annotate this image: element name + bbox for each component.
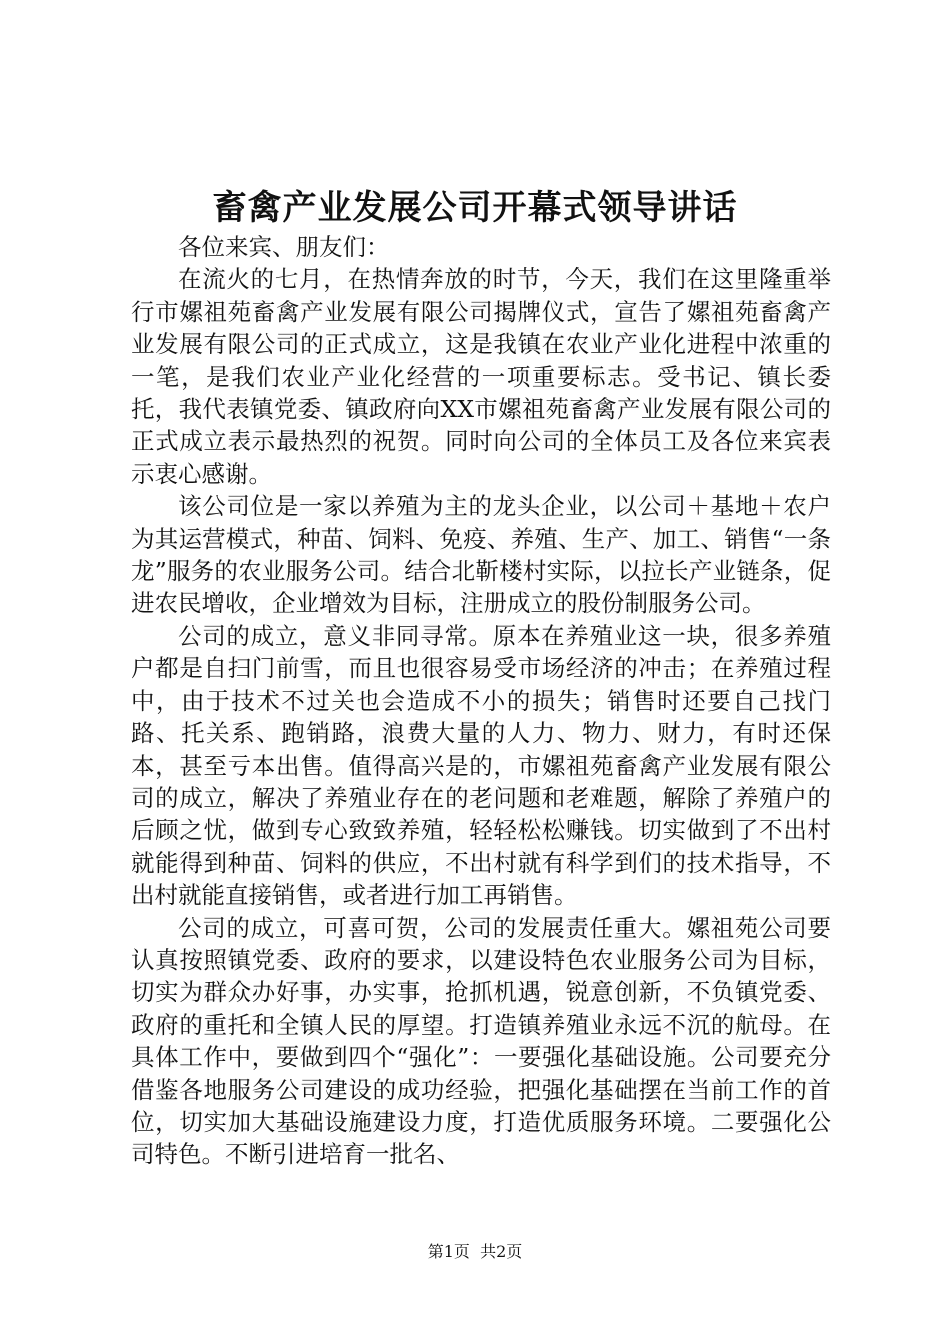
page-number-current: 第1页 — [427, 1242, 470, 1261]
footer-separator — [470, 1242, 480, 1261]
paragraph-1: 在流火的七月，在热情奔放的时节，今天，我们在这里隆重举行市嫘祖苑畜禽产业发展有限公司揭牌仪式，宣告了嫘祖苑畜禽产业发展有限公司的正式成立，这是我镇在农业产业化进程中浓重的一笔，是我们农业产业化经营的一项重要标志。受书记、镇长委托，我代表镇党委、镇政府向XX市嫘祖苑畜禽产业发展有限公司的正式成立表示最热烈的祝贺。同时向公司的全体员工及各位来宾表示衷心感谢。 — [131, 265, 831, 488]
document-body — [131, 231, 831, 1171]
page-footer — [0, 1241, 950, 1263]
greeting: 各位来宾、朋友们： — [178, 233, 390, 261]
paragraph-3: 公司的成立，意义非同寻常。原本在养殖业这一块，很多养殖户都是自扫门前雪，而且也很容易受市场经济的冲击；在养殖过程中，由于技术不过关也会造成不小的损失；销售时还要自己找门路、托关系、跑销路，浪费大量的人力、物力、财力，有时还保本，甚至亏本出售。值得高兴是的，市嫘祖苑畜禽产业发展有限公司的成立，解决了养殖业存在的老问题和老难题，解除了养殖户的后顾之忧，做到专心致致养殖，轻轻松松赚钱。切实做到了不出村就能得到种苗、饲料的供应，不出村就有科学到们的技术指导，不出村就能直接销售，或者进行加工再销售。 — [131, 621, 831, 910]
paragraph-2: 该公司位是一家以养殖为主的龙头企业，以公司＋基地＋农户为其运营模式，种苗、饲料、免疫、养殖、生产、加工、销售“一条龙”服务的农业服务公司。结合北靳楼村实际，以拉长产业链条，促进农民增收，企业增效为目标，注册成立的股份制服务公司。 — [131, 492, 831, 618]
document-title: 畜禽产业发展公司开幕式领导讲话 — [212, 188, 738, 228]
page-number-total: 共2页 — [480, 1242, 523, 1261]
paragraph-4: 公司的成立，可喜可贺，公司的发展责任重大。嫘祖苑公司要认真按照镇党委、政府的要求，以建设特色农业服务公司为目标，切实为群众办好事，办实事，抢抓机遇，锐意创新，不负镇党委、政府的重托和全镇人民的厚望。打造镇养殖业永远不沉的航母。在具体工作中，要做到四个“强化”：一要强化基础设施。公司要充分借鉴各地服务公司建设的成功经验，把强化基础摆在当前工作的首位，切实加大基础设施建设力度，打造优质服务环境。二要强化公司特色。不断引进培育一批名、 — [131, 913, 831, 1169]
